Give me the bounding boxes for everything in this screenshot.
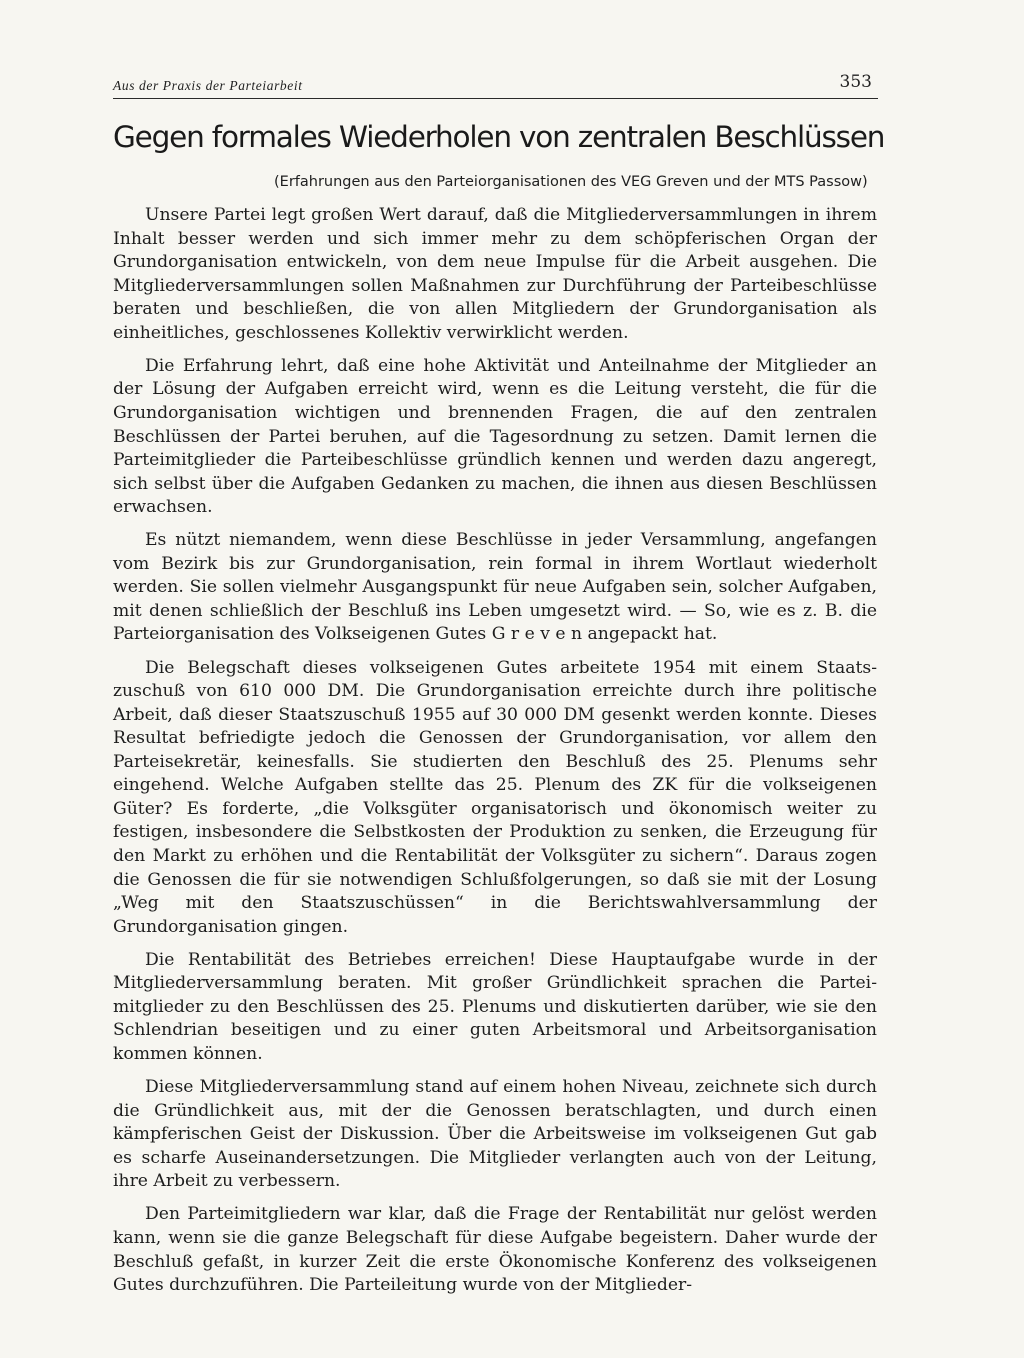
- article-title: Gegen formales Wiederholen von zentralen Beschlüssen: [113, 120, 885, 154]
- article-subtitle: (Erfahrungen aus den Parteiorganisationen des VEG Greven und der MTS Passow): [274, 174, 868, 190]
- paragraph-2: Die Erfahrung lehrt, daß eine hohe Aktivität und Anteilnahme der Mitglieder an der Lösung der Aufgaben erreicht wird, wenn es die Leitung versteht, die für die Grundorganisation wichtigen und brennenden Fragen, die auf den zentralen Beschlüssen der Partei beruhen, auf die Tagesordnung zu setzen. Damit lernen die Parteimitglieder die Parteibeschlüsse gründlich kennen und werden dazu angeregt, sich selbst über die Aufgaben Gedanken zu machen, die ihnen aus diesen Beschlüssen erwachsen.: [113, 355, 877, 518]
- running-header: [113, 72, 878, 99]
- article-body: [113, 204, 877, 1307]
- paragraph-5: Die Rentabilität des Betriebes erreichen! Diese Hauptaufgabe wurde in der Mitgliederversammlung beraten. Mit großer Gründlichkeit sprachen die Parteimitglieder zu den Beschlüssen des 25. Plenums und diskutierten darüber, wie sie den Schlendrian beseitigen und zu einer guten Arbeitsmoral und Arbeitsorganisation kommen können.: [113, 949, 877, 1064]
- paragraph-7: Den Parteimitgliedern war klar, daß die Frage der Rentabilität nur gelöst werden kann, wenn sie die ganze Belegschaft für diese Aufgabe begeistern. Daher wurde der Beschluß gefaßt, in kurzer Zeit die erste Ökonomische Konferenz des volkseigenen Gutes durchzuführen. Die Parteileitung wurde von der Mitglieder-: [113, 1204, 877, 1296]
- paragraph-6: Diese Mitgliederversammlung stand auf einem hohen Niveau, zeichnete sich durch die Gründlichkeit aus, mit der die Genossen beratschlagten, und durch einen kämpferischen Geist der Diskussion. Über die Arbeitsweise im volkseigenen Gut gab es scharfe Auseinandersetzungen. Die Mitglieder verlangten auch von der Leitung, ihre Arbeit zu verbessern.: [113, 1077, 877, 1192]
- paragraph-3: Es nützt niemandem, wenn diese Beschlüsse in jeder Versammlung, angefangen vom Bezirk bis zur Grundorganisation, rein formal in ihrem Wortlaut wiederholt werden. Sie sollen vielmehr Ausgangspunkt für neue Aufgaben sein, solcher Aufgaben, mit denen schließlich der Beschluß ins Leben umgesetzt wird. — So, wie es z. B. die Parteiorganisation des Volkseigenen Gutes G r e v e n angepackt hat.: [113, 530, 877, 645]
- running-title: Aus der Praxis der Parteiarbeit: [113, 78, 303, 93]
- page-number: 353: [839, 72, 872, 92]
- paragraph-1: Unsere Partei legt großen Wert darauf, daß die Mitgliederversammlungen in ihrem Inhalt besser werden und sich immer mehr zu dem schöpferischen Organ der Grundorganisation entwickeln, von dem neue Impulse für die Arbeit ausgehen. Die Mitgliederversammlungen sollen Maßnahmen zur Durchführung der Parteibeschlüsse beraten und beschließen, die von allen Mitgliedern der Grundorganisation als einheitliches, geschlossenes Kollektiv verwirklicht werden.: [113, 205, 877, 343]
- paragraph-4: Die Belegschaft dieses volkseigenen Gutes arbeitete 1954 mit einem Staatszuschuß von 610 000 DM. Die Grundorganisation erreichte durch ihre politische Arbeit, daß dieser Staatszuschuß 1955 auf 30 000 DM gesenkt werden konnte. Dieses Resultat befriedigte jedoch die Genossen der Grundorganisation, vor allem den Parteisekretär, keinesfalls. Sie studierten den Beschluß des 25. Plenums sehr eingehend. Welche Aufgaben stellte das 25. Plenum des ZK für die volkseigenen Güter? Es forderte, „die Volksgüter organisatorisch und ökonomisch weiter zu festigen, insbesondere die Selbstkosten der Produktion zu senken, die Erzeugung für den Markt zu erhöhen und die Rentabilität der Volksgüter zu sichern“. Daraus zogen die Genossen die für sie notwendigen Schlußfolgerungen, so daß sie mit der Losung „Weg mit den Staatszuschüssen“ in die Berichtswahlversammlung der Grundorganisation gingen.: [113, 657, 877, 937]
